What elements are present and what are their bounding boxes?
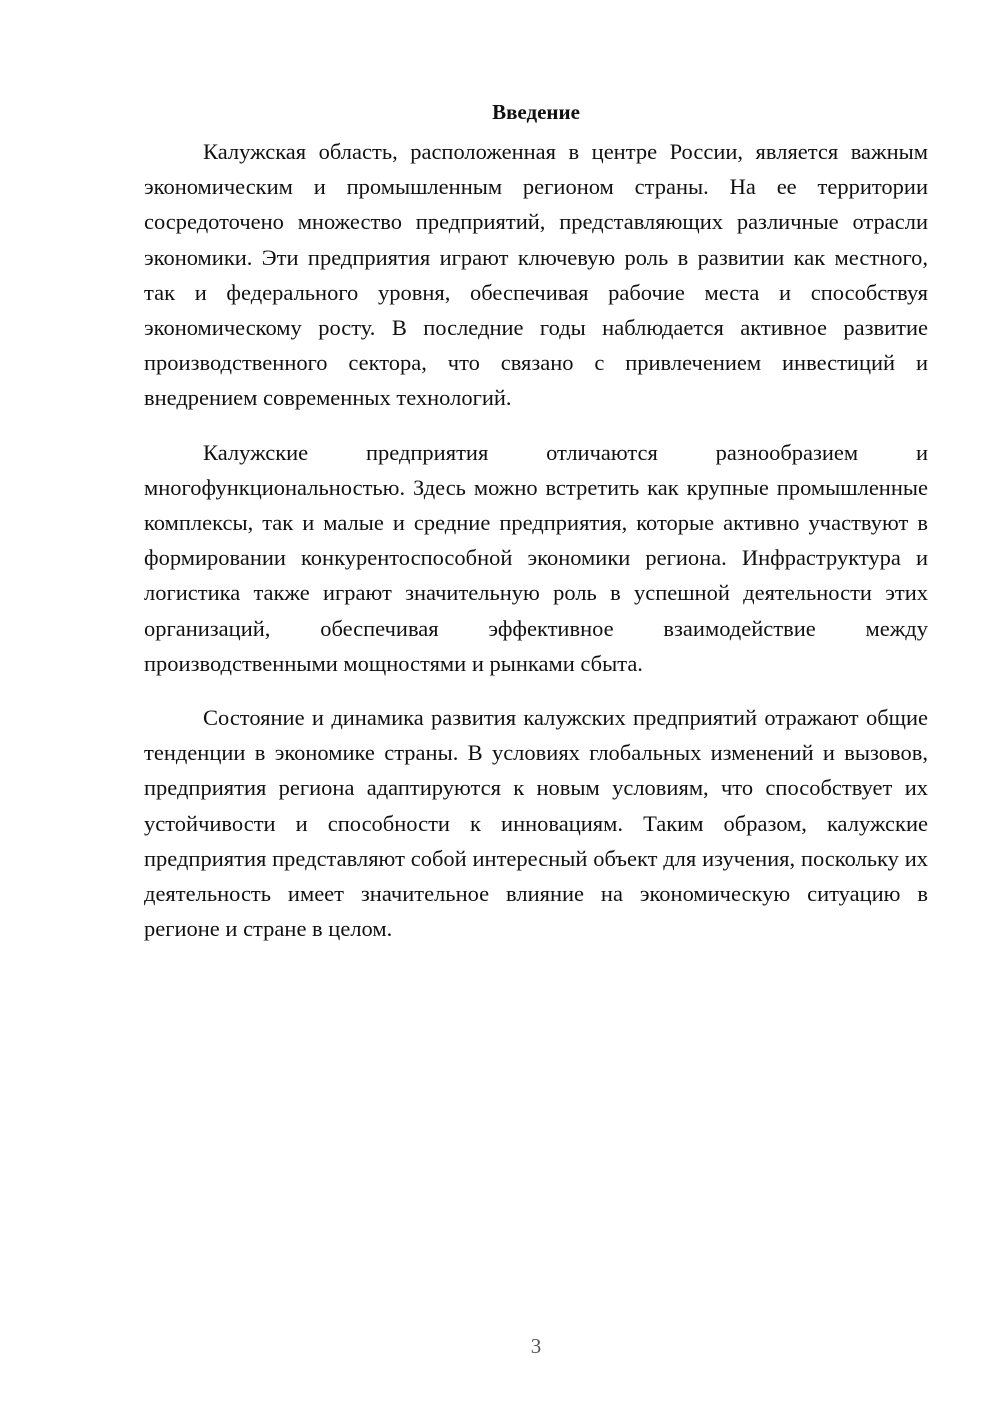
page-content bbox=[144, 98, 928, 965]
paragraph-3: Состояние и динамика развития калужских предприятий отражают общие тенденции в экономике страны. В условиях глобальных изменений и вызовов, предприятия региона адаптируются к новым условиям, что способствует их устойчивости и способности к инновациям. Таким образом, калужские предприятия представляют собой интересный объект для изучения, поскольку их деятельность имеет значительное влияние на экономическую ситуацию в регионе и стране в целом. bbox=[144, 705, 928, 942]
paragraph-2: Калужские предприятия отличаются разнообразием и многофункциональностью. Здесь можно встретить как крупные промышленные комплексы, так и малые и средние предприятия, которые активно участвуют в формировании конкурентоспособной экономики региона. Инфраструктура и логистика также играют значительную роль в успешной деятельности этих организаций, обеспечивая эффективное взаимодействие между производственными мощностями и рынками сбыта. bbox=[144, 439, 928, 676]
section-heading: Введение bbox=[492, 100, 580, 124]
page-number: 3 bbox=[530, 1334, 542, 1358]
paragraph-1: Калужская область, расположенная в центре России, является важным экономическим и промышленным регионом страны. На ее территории сосредоточено множество предприятий, представляющих различные отрасли экономики. Эти предприятия играют ключевую роль в развитии как местного, так и федерального уровня, обеспечивая рабочие места и способствуя экономическому росту. В последние годы наблюдается активное развитие производственного сектора, что связано с привлечением инвестиций и внедрением современных технологий. bbox=[144, 139, 928, 411]
